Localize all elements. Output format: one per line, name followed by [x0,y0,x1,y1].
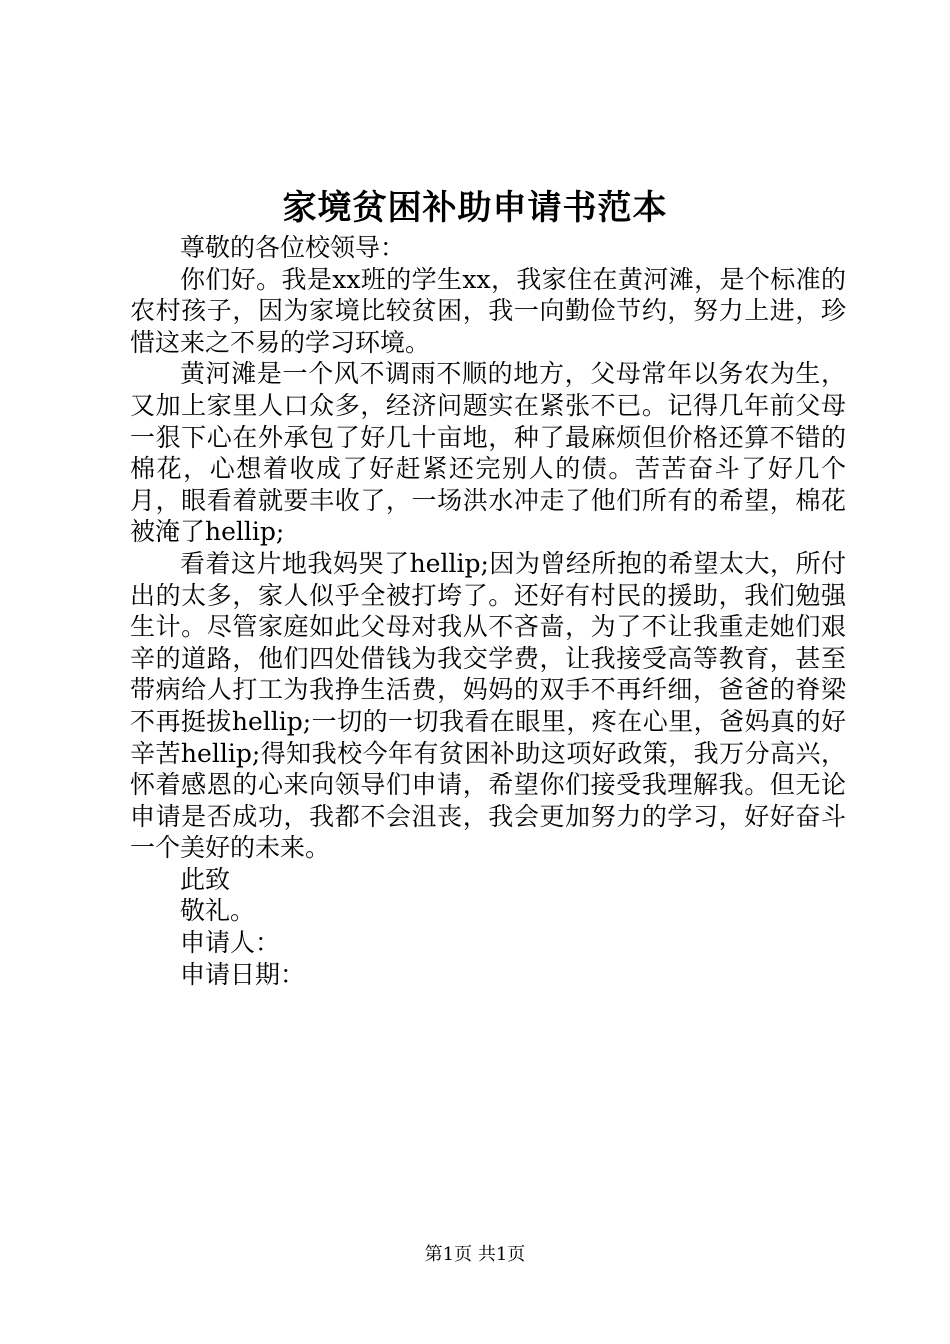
salutation: 尊敬的各位校领导： [180,233,406,262]
closing-line-1: 此致 [180,864,231,894]
paragraph-3: 看着这片地我妈哭了hellip;因为曾经所抱的希望太大，所付出的太多，家人似乎全被打垮了。还好有村民的援助，我们勉强生计。尽管家庭如此父母对我从不吝啬，为了不让我重走她们艰辛的道路，他们四处借钱为我交学费，让我接受高等教育，甚至带病给人打工为我挣生活费，妈妈的双手不再纤细，爸爸的脊梁不再挺拔hellip;一切的一切我看在眼里，疼在心里，爸妈真的好辛苦hellip;得知我校今年有贫困补助这项好政策，我万分高兴，怀着感恩的心来向领导们申请，希望你们接受我理解我。但无论申请是否成功，我都不会沮丧，我会更加努力的学习，好好奋斗一个美好的未来。 [130,548,846,863]
date-label: 申请日期： [180,959,306,989]
document-title: 家境贫困补助申请书范本 [282,188,668,228]
applicant-label: 申请人： [180,928,281,958]
paragraph-2: 黄河滩是一个风不调雨不顺的地方，父母常年以务农为生，又加上家里人口众多，经济问题实在紧张不已。记得几年前父母一狠下心在外承包了好几十亩地，种了最麻烦但价格还算不错的棉花，心想着收成了好赶紧还完别人的债。苦苦奋斗了好几个月，眼看着就要丰收了，一场洪水冲走了他们所有的希望，棉花被淹了hellip; [130,359,846,547]
closing-line-2: 敬礼。 [180,896,256,926]
document-body [130,232,846,990]
paragraph-1: 你们好。我是xx班的学生xx，我家住在黄河滩，是个标准的农村孩子，因为家境比较贫困，我一向勤俭节约，努力上进，珍惜这来之不易的学习环境。 [130,264,846,357]
page-footer: 第1页 共1页 [424,1244,526,1265]
